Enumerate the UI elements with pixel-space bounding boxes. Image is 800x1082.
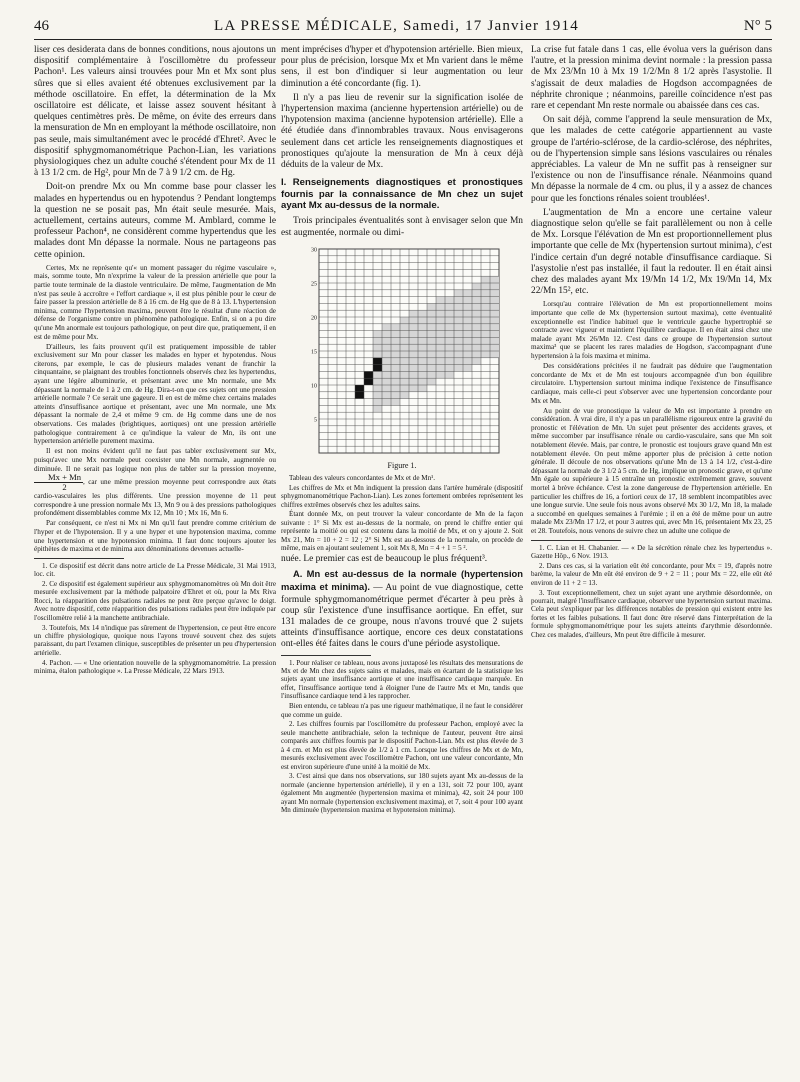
light-cell xyxy=(445,371,454,378)
light-cell xyxy=(481,283,490,290)
light-cell xyxy=(445,358,454,365)
figure-1 xyxy=(303,243,501,459)
col1-paragraph-1: liser ces desiderata dans de bonnes conditions, nous ajoutons un dispositif complémentaire à l'oscillomètre du professeur Pachon¹. Les valeurs ainsi trouvées pour Mn et Mx sont plus sûres que si elles avaient été obtenues exclusivement par la méthode oscillatoire. En effet, la détermination de la Mx oscillatoire est délicate, et laisse assez souvent hésitant à quelques centimètres près. De même, on évite des erreurs dans la mensuration de Mn en employant la méthode oscillatoire, non pas seule, mais simultanément avec le procédé d'Ehret². Avec le dispositif sphygmomanométrique Pachon-Lian, les variations physiologiques chez un adulte couché s'étendent pour Mx de 11 à 13 1/2 cm. de Hg², pour Mn de 7 à 9 1/2 cm. de Hg. xyxy=(34,45,276,179)
light-cell xyxy=(481,296,490,303)
light-cell xyxy=(481,351,490,358)
col2-footnote-rule xyxy=(281,655,371,656)
formula-numerator: Mx + Mn xyxy=(34,473,83,483)
caption-line-1: Tableau des valeurs concordantes de Mx et de Mn¹. xyxy=(289,473,436,482)
col3-paragraph-2: On sait déjà, comme l'apprend la seule mensuration de Mx, que les malades de cette catégorie appartiennent au vaste groupe de l'artério-sclérose, de la cardio-sclérose, des néphrites, ou de l'hypertension simple sans lésions vasculaires ou rénales appréciables. La valeur de Mn ne suffit pas à renseigner sur l'existence ou non de l'insuffisance rénale. Néanmoins quand Mn dépasse la normale de 4 cm. ou plus, il y a assez de chances pour que les fonctions rénales soient troublées¹. xyxy=(531,115,772,204)
light-cell xyxy=(373,398,382,405)
col2-footnote-1b: Bien entendu, ce tableau n'a pas une rigueur mathématique, il ne faut le considérer que comme un guide. xyxy=(281,702,523,719)
light-cell xyxy=(391,378,400,385)
light-cell xyxy=(409,337,418,344)
light-cell xyxy=(409,358,418,365)
light-cell xyxy=(481,310,490,317)
light-cell xyxy=(382,398,391,405)
light-cell xyxy=(427,351,436,358)
light-cell xyxy=(400,364,409,371)
light-cell xyxy=(490,317,499,324)
light-cell xyxy=(400,358,409,365)
light-cell xyxy=(463,364,472,371)
col1-paragraph-4: D'ailleurs, les faits prouvent qu'il est pratiquement impossible de tabler exclusivement sur Mn pour classer les malades en hyper et hypotendus. Nous citerons, par exemple, le cas de plusieurs malades venant de franchir la cinquantaine, se plaignant des troubles fonctionnels observés chez les hypertendus, ayant une légère albuminurie, et présentant avec une Mn normale, une Mx dépassant la normale de 1 à 2 cm. de Hg. Dira-t-on que ces sujets ont une pression artérielle normale ? Ce serait une gageure. Il en est de même chez certains malades atteints d'insuffisance aortique et présentant, avec une Mn normale, une Mx dépassant la normale de 2,4 et même 9 cm. de Hg comme dans une de nos observations. Ces malades (brightiques, aortiques) ont une pression artérielle pathologique contrairement à ce qu'indique la valeur de Mn, ils ont une hypertension artérielle purement maxima. xyxy=(34,342,276,446)
light-cell xyxy=(490,324,499,331)
light-cell xyxy=(418,371,427,378)
heavy-cell xyxy=(364,378,373,385)
light-cell xyxy=(481,276,490,283)
light-cell xyxy=(409,378,418,385)
light-cell xyxy=(373,351,382,358)
col3-footnote-3: 3. Tout exceptionnellement, chez un sujet ayant une arythmie désordonnée, on pourrait, malgré l'insuffisance cardiaque, observer une hypertension surtout maxima. Cela peut s'expliquer par les différences notables de pression qui existent entre les fortes et les faibles pulsations. Il faut donc être réservé dans l'interprétation de la formule sphygmomanométrique pour les sujets atteints d'arythmie désordonnée. Chez ces malades, d'ailleurs, Mn peut être difficile à mesurer. xyxy=(531,588,772,639)
light-cell xyxy=(436,364,445,371)
light-cell xyxy=(436,330,445,337)
light-cell xyxy=(481,317,490,324)
light-cell xyxy=(418,330,427,337)
light-cell xyxy=(436,351,445,358)
light-cell xyxy=(409,317,418,324)
col2-after-figure: nuée. Le premier cas est de beaucoup le plus fréquent³. xyxy=(281,554,488,565)
light-cell xyxy=(472,324,481,331)
light-cell xyxy=(427,378,436,385)
col3-paragraph-1: La crise fut fatale dans 1 cas, elle évolua vers la guérison dans l'autre, et la pression minima devint normale : la pression passa de Mx 23/Mn 10 à Mx 19 1/2/Mn 8 1/2 après l'asystolie. Il s'agissait de deux maladies de Hogdson accompagnées de néphrite chronique ; néanmoins, pareille coïncidence n'est pas rare et cependant Mn reste normale ou abaissée dans ces cas. xyxy=(531,45,772,112)
light-cell xyxy=(481,290,490,297)
light-cell xyxy=(454,344,463,351)
light-cell xyxy=(427,364,436,371)
light-cell xyxy=(427,371,436,378)
light-cell xyxy=(382,330,391,337)
light-cell xyxy=(427,358,436,365)
light-cell xyxy=(436,296,445,303)
light-cell xyxy=(409,371,418,378)
light-cell xyxy=(472,330,481,337)
light-cell xyxy=(391,385,400,392)
light-cell xyxy=(391,337,400,344)
light-cell xyxy=(463,344,472,351)
column-1 xyxy=(34,45,276,677)
light-cell xyxy=(391,364,400,371)
col3-footnote-1: 1. C. Lian et H. Chabanier. — « De la sécrétion rénale chez les hypertendus ». Gazette Hôp., 6 Nov. 1913. xyxy=(531,543,772,560)
light-cell xyxy=(445,364,454,371)
col1-footnote-3: 3. Toutefois, Mx 14 n'indique pas sûrement de l'hypertension, ce peut être encore un chiffre physiologique, quoique nous l'ayons trouvé souvent chez des sujets paraissant, du part l'examen clinique, susceptibles de présenter un peu d'hypertension artérielle. xyxy=(34,623,276,657)
light-cell xyxy=(418,310,427,317)
heavy-cell xyxy=(355,385,364,392)
light-cell xyxy=(418,317,427,324)
light-cell xyxy=(391,358,400,365)
light-cell xyxy=(472,296,481,303)
light-cell xyxy=(391,344,400,351)
col1-footnote-rule xyxy=(34,558,124,559)
light-cell xyxy=(382,385,391,392)
light-cell xyxy=(373,337,382,344)
light-cell xyxy=(463,337,472,344)
light-cell xyxy=(472,351,481,358)
light-cell xyxy=(418,344,427,351)
light-cell xyxy=(463,324,472,331)
col1-paragraph-6-text: , car une même pression moyenne peut correspondre aux états cardio-vasculaires les plus différents. Une pression moyenne de 11 peut correspondre à une pression normale Mx 13, Mn 9 ou à des pressions pathologiques profondément dissemblables comme Mx 12, Mn 10 ; Mx 16, Mn 6. xyxy=(34,478,276,518)
light-cell xyxy=(472,344,481,351)
col2-paragraph-2: Il n'y a pas lieu de revenir sur la signification isolée de l'hypertension maxima (ancienne hypertension artérielle) ou de l'hypotension maxima (ancienne hypotension artérielle). Elle a été étudiée dans d'innombrables travaux. Nous envisagerons seulement dans cet article les renseignements diagnostiques et pronostiques qu'ajoute la mensuration de Mn à ceux déjà déduits de la valeur de Mx. xyxy=(281,92,523,171)
light-cell xyxy=(436,358,445,365)
light-cell xyxy=(490,276,499,283)
light-cell xyxy=(391,392,400,399)
light-cell xyxy=(436,344,445,351)
light-cell xyxy=(418,385,427,392)
light-cell xyxy=(391,398,400,405)
light-cell xyxy=(418,364,427,371)
light-cell xyxy=(454,358,463,365)
light-cell xyxy=(409,330,418,337)
light-cell xyxy=(427,337,436,344)
light-cell xyxy=(481,303,490,310)
heavy-cell xyxy=(364,371,373,378)
column-3 xyxy=(531,45,772,640)
light-cell xyxy=(427,317,436,324)
light-cell xyxy=(490,337,499,344)
light-cell xyxy=(382,351,391,358)
heavy-cell xyxy=(355,392,364,399)
light-cell xyxy=(490,310,499,317)
col3-paragraph-3: L'augmentation de Mn a encore une certaine valeur diagnostique selon qu'elle se fait parallèlement ou non à celle de Mx. Lorsque l'élévation de Mn est proportionnellement plus importante que celle de Mx (hypertension surtout minima), c'est l'indice certain d'un degré notable d'insuffisance cardiaque. Si l'asystolie n'est pas installée, il faut la redouter. Il en était ainsi chez des malades ayant Mx 19/Mn 14 1/2, Mx 19/Mn 14, Mx 22/Mn 15², etc. xyxy=(531,207,772,297)
light-cell xyxy=(391,371,400,378)
light-cell xyxy=(391,330,400,337)
light-cell xyxy=(490,290,499,297)
light-cell xyxy=(427,303,436,310)
light-cell xyxy=(382,344,391,351)
light-cell xyxy=(391,324,400,331)
heavy-cell xyxy=(373,358,382,365)
col3-paragraph-5: Des considérations précitées il ne faudrait pas déduire que l'augmentation concordante de Mx et de Mn est toujours accompagnée d'un bon équilibre circulatoire. L'hypertension surtout minima indique l'existence de l'insuffisance cardiaque, mais celle-ci peut s'observer avec une hypertension concordante pour Mx et Mn. xyxy=(531,362,772,405)
light-cell xyxy=(472,283,481,290)
light-cell xyxy=(463,310,472,317)
light-cell xyxy=(445,317,454,324)
light-cell xyxy=(463,351,472,358)
heavy-cell xyxy=(373,364,382,371)
light-cell xyxy=(427,310,436,317)
light-cell xyxy=(400,392,409,399)
light-cell xyxy=(481,330,490,337)
light-cell xyxy=(445,337,454,344)
light-cell xyxy=(409,344,418,351)
light-cell xyxy=(436,337,445,344)
col2-footnote-2: 2. Les chiffres fournis par l'oscillomètre du professeur Pachon, employé avec la seule manchette antibrachiale, selon la technique de l'auteur, peuvent être ainsi comparés aux chiffres fournis par le dispositif Pachon-Lian. Mx est plus élevée de 3 à 4 cm. et Mn est plus élevée de 1/2 à 1 cm. Lorsque les chiffres de Mx et de Mn, mesurés exclusivement avec l'oscillomètre Pachon, ont une valeur concordante, Mn est environ supérieure d'une unité à la moitié de Mx. xyxy=(281,720,523,771)
light-cell xyxy=(409,385,418,392)
light-cell xyxy=(400,385,409,392)
caption-line-3: Étant donnée Mx, on peut trouver la valeur concordante de Mn de la façon suivante : 1° Si Mx est au-dessus de la normale, on prend le chiffre entier qui représente la moitié ou qui est contenu dans la moitié de Mx, et on y ajoute 2. Soit Mx 21, Mn = 10 + 2 = 12 ; 2° Si Mx est au-dessous de la normale, on procède de même, mais en ajoutant seulement 1, soit Mx 8, Mn = 4 + 1 = 5 ². xyxy=(281,510,523,553)
light-cell xyxy=(490,283,499,290)
col2-footnote-3: 3. C'est ainsi que dans nos observations, sur 180 sujets ayant Mx au-dessus de la normale (ancienne hypertension artérielle), il y en a 131, soit 72 pour 100, ayant également Mn augmentée (hypertension maxima et minima), 42, soit 24 pour 100 ayant Mn normale (hypertension exclusivement maxima), et 7, soit 4 pour 100 ayant Mn diminuée (hypertension maxima et hypotension minima). xyxy=(281,772,523,815)
col1-footnote-4: 4. Pachon. — « Une orientation nouvelle de la sphygmomanométrie. La pression minima, étalon pathologique ». La Presse Médicale, 22 Mars 1913. xyxy=(34,658,276,676)
light-cell xyxy=(436,317,445,324)
light-cell xyxy=(373,405,382,412)
col3-footnote-2: 2. Dans ces cas, si la variation eût été concordante, pour Mx = 19, d'après notre barème, la valeur de Mn eût été environ de 9 + 2 = 11 ; pour Mx = 22, elle eût été environ de 11 + 2 = 13. xyxy=(531,561,772,587)
col1-footnote-2: 2. Ce dispositif est également supérieur aux sphygmomanomètres où Mn doit être mesurée exclusivement par la méthode palpatoire d'Ehret et où, pour la Mx Riva Rocci, la réapparition des pulsations radiales ne peut être perçue qu'avec le doigt. Avec notre dispositif, cette réapparition des pulsations radiales peut être indiquée par l'oscillomètre relié à la manchette antibrachiale. xyxy=(34,580,276,622)
journal-title: LA PRESSE MÉDICALE, Samedi, 17 Janvier 1914 xyxy=(213,18,579,34)
caption-line-2: Les chiffres de Mx et Mn indiquent la pression dans l'artère humérale (dispositif sphygmomanométrique Pachon-Lian). Les zones fortement ombrées représentent les chiffres extrêmes observés chez les adultes sains. xyxy=(281,483,523,509)
light-cell xyxy=(454,351,463,358)
col1-paragraph-3: Certes, Mx ne représente qu'« un moment passager du régime vasculaire », mais, somme toute, Mn n'exprime la valeur de la pression artérielle que pour la partie toute terminale de la diastole ventriculaire. De même, l'augmentation de Mn n'est pas seule à accroître « l'effort cardiaque », il est plus pénible pour le cœur de faire passer la pression artérielle de 8 à 16 cm. de Hg que de 8 à 13. L'hypertension minima, comme l'hypertension maxima, peuvent être le résultat d'une réaction de défense de l'organisme contre un phénomène pathologique. Enfin, si on a pu dire qu'une Mn anormale est toujours pathologique, on peut dire que, pratiquement, il en est de même pour Mx. xyxy=(34,263,276,341)
subsection-a-text: — Au point de vue diagnostique, cette formule sphygmomanométrique permet d'écarter à peu près à coup sûr l'existence d'une insuffisance aortique. En effet, sur 131 malades de ce groupe, nous n'avons trouvé que 2 sujets atteints d'insuffisance aortique, encore ces deux constatations ont-elles été faites dans le cours d'une période asystolique. xyxy=(281,583,523,650)
light-cell xyxy=(454,364,463,371)
light-cell xyxy=(418,378,427,385)
light-cell xyxy=(400,317,409,324)
subsection-a xyxy=(281,568,523,650)
y-tick-label: 20 xyxy=(311,315,317,322)
light-cell xyxy=(463,317,472,324)
light-cell xyxy=(445,296,454,303)
light-cell xyxy=(418,324,427,331)
light-cell xyxy=(427,330,436,337)
light-cell xyxy=(481,324,490,331)
light-cell xyxy=(418,337,427,344)
issue-number: N° 5 xyxy=(743,18,772,34)
light-cell xyxy=(445,330,454,337)
light-cell xyxy=(472,337,481,344)
col3-paragraph-4: Lorsqu'au contraire l'élévation de Mn est proportionnellement moins importante que celle de Mx (hypertension surtout maxima), cette éventualité exceptionnelle est l'indice habituel que le ventricule gauche hypertrophié se contracte avec vigueur et maintient l'équilibre cardiaque. Il en était ainsi chez une malade ayant Mx 26/Mn 12. C'est dans ce groupe de l'hypertension surtout maxima³ que se placent les rares maladies de Hogdson, s'accompagnant d'une hypertension à la fois maxima et minima. xyxy=(531,300,772,361)
light-cell xyxy=(382,364,391,371)
light-cell xyxy=(409,364,418,371)
light-cell xyxy=(427,324,436,331)
light-cell xyxy=(481,344,490,351)
light-cell xyxy=(481,337,490,344)
col1-paragraph-5 xyxy=(34,447,276,518)
page-number: 46 xyxy=(34,18,49,34)
light-cell xyxy=(463,296,472,303)
light-cell xyxy=(373,330,382,337)
light-cell xyxy=(382,324,391,331)
light-cell xyxy=(373,378,382,385)
col1-paragraph-2: Doit-on prendre Mx ou Mn comme base pour classer les malades en hypertendus ou en hypotendus ? Pendant longtemps la question ne se posait pas, Mn était seule mesurée. Mais, actuellement, certains auteurs, comme M. Amblard, comme le professeur Pachon⁴, ne considèrent comme hypertendus que les malades dont Mn dépasse la normale. Nous ne partageons pas cette opinion. xyxy=(34,182,276,260)
subsection-a-heading: A. Mn est au-dessus de la normale (hypertension maxima et minima). xyxy=(281,568,523,593)
col2-paragraph-1: ment imprécises d'hyper et d'hypotension artérielle. Bien mieux, pour plus de précision, lorsque Mx et Mn varient dans le même sens, il est bon d'indiquer si leur augmentation ou leur diminution a été concordante (fig. 1). xyxy=(281,45,523,89)
light-cell xyxy=(454,330,463,337)
light-cell xyxy=(445,344,454,351)
light-cell xyxy=(418,358,427,365)
light-cell xyxy=(400,351,409,358)
light-cell xyxy=(373,392,382,399)
col1-paragraph-7: Par conséquent, ce n'est ni Mx ni Mn qu'il faut prendre comme critérium de l'hyper et de l'hypotension. Il y a une hyper et une hypotension maxima, comme une hypertension et une hypotension minima. Il faut donc toujours ajouter les épithètes de maxima et de minima aux dénominations devenues actuelle- xyxy=(34,519,276,554)
col1-paragraph-5-text: Il est non moins évident qu'il ne faut pas tabler exclusivement sur Mx, puisqu'avec une Mx normale peut coexister une Mn normale, augmentée ou diminuée. Il ne serait pas logique non plus de tabler sur la pression moyenne, xyxy=(34,447,276,473)
light-cell xyxy=(409,324,418,331)
light-cell xyxy=(463,330,472,337)
section-heading-1: I. Renseignements diagnostiques et pronostiques fournis par la connaissance de Mn chez un sujet ayant Mx au-dessus de la normale. xyxy=(281,177,523,212)
light-cell xyxy=(463,290,472,297)
light-cell xyxy=(436,303,445,310)
light-cell xyxy=(472,290,481,297)
light-cell xyxy=(382,371,391,378)
light-cell xyxy=(454,324,463,331)
light-cell xyxy=(490,330,499,337)
y-tick-label: 15 xyxy=(311,349,317,356)
light-cell xyxy=(373,344,382,351)
light-cell xyxy=(472,310,481,317)
light-cell xyxy=(409,351,418,358)
light-cell xyxy=(490,344,499,351)
light-cell xyxy=(454,337,463,344)
light-cell xyxy=(427,344,436,351)
light-cell xyxy=(436,371,445,378)
light-cell xyxy=(391,351,400,358)
light-cell xyxy=(454,317,463,324)
light-cell xyxy=(400,378,409,385)
light-cell xyxy=(418,351,427,358)
light-cell xyxy=(400,344,409,351)
light-cell xyxy=(409,310,418,317)
formula-denominator: 2 xyxy=(62,482,67,493)
light-cell xyxy=(400,330,409,337)
figure-label: Figure 1. xyxy=(387,460,417,470)
column-2 xyxy=(281,45,523,816)
mean-pressure-formula xyxy=(34,473,83,492)
page-header xyxy=(34,18,772,40)
light-cell xyxy=(436,310,445,317)
light-cell xyxy=(382,378,391,385)
y-tick-label: 10 xyxy=(311,383,317,390)
light-cell xyxy=(400,337,409,344)
light-cell xyxy=(472,317,481,324)
light-cell xyxy=(454,290,463,297)
y-tick-label: 25 xyxy=(311,281,317,288)
light-cell xyxy=(373,371,382,378)
light-cell xyxy=(436,324,445,331)
light-cell xyxy=(400,324,409,331)
light-cell xyxy=(445,351,454,358)
y-tick-label: 30 xyxy=(311,247,317,254)
light-cell xyxy=(445,303,454,310)
col3-paragraph-6: Au point de vue pronostique la valeur de Mn est importante à prendre en considération. À vrai dire, il n'y a pas un parallélisme rigoureux entre la gravité du pronostic et l'élévation de Mn. Un sujet peut présenter des accidents graves, et même succomber par insuffisance rénale ou cardio-vasculaire, sans que Mn soit notablement élevée. Mais, par contre, le pronostic est toujours grave quand Mn est notablement élevée. On peut même apporter plus de précision à cette notion générale. Il découle de nos observations qu'une Mn de 13 à 14 1/2, c'est-à-dire dépassant la normale de 3 1/2 à 5 cm. de Hg, implique un pronostic grave, et qu'une Mn égale ou supérieure à 15 entraîne un pronostic extrêmement grave, souvent mortel à brève échéance. C'est la zone dangereuse de l'hypertension artérielle. En particulier les chiffres de 16, a fortiori ceux de 17, 18 semblent incompatibles avec une longue survie. Une seule fois nous avons observé Mx 30 1/2, Mn 18, la malade a succombé en quelques semaines à l'urémie ; il en a été de même pour un autre malade Mx 23/Mn 17 1/2, et pour 3 autres qui, avec Mn 16, présentaient Mx 23, 25 et 28. Toutefois, nous venons de suivre chez un adulte une colique de xyxy=(531,406,773,535)
light-cell xyxy=(472,303,481,310)
light-cell xyxy=(490,351,499,358)
light-cell xyxy=(472,358,481,365)
light-cell xyxy=(445,324,454,331)
header-rule xyxy=(34,39,772,40)
col3-footnote-rule xyxy=(531,540,621,541)
light-cell xyxy=(400,371,409,378)
y-tick-label: 5 xyxy=(314,417,317,424)
light-cell xyxy=(454,296,463,303)
col2-intro: Trois principales éventualités sont à envisager selon que Mn est augmentée, normale ou dimi- xyxy=(281,216,523,238)
figure-1-chart xyxy=(303,243,501,459)
col1-footnote-1: 1. Ce dispositif est décrit dans notre article de La Presse Médicale, 31 Mai 1913, loc. cit. xyxy=(34,561,276,579)
light-cell xyxy=(382,358,391,365)
light-cell xyxy=(454,303,463,310)
light-cell xyxy=(454,310,463,317)
light-cell xyxy=(373,385,382,392)
light-cell xyxy=(445,310,454,317)
light-cell xyxy=(490,303,499,310)
light-cell xyxy=(463,358,472,365)
light-cell xyxy=(382,392,391,399)
col2-footnote-1: 1. Pour réaliser ce tableau, nous avons juxtaposé les résultats des mensurations de Mx et de Mn chez des sujets sains et malades, mais en écartant de la statistique les sujets ayant une insuffisance aortique et une insuffisance cardiaque marquée. En effet, l'insuffisance aortique tend à éloigner l'une de l'autre Mx et Mn, tandis que l'insuffisance cardiaque tend à les rapprocher. xyxy=(281,658,523,701)
light-cell xyxy=(382,337,391,344)
light-cell xyxy=(490,296,499,303)
light-cell xyxy=(463,303,472,310)
